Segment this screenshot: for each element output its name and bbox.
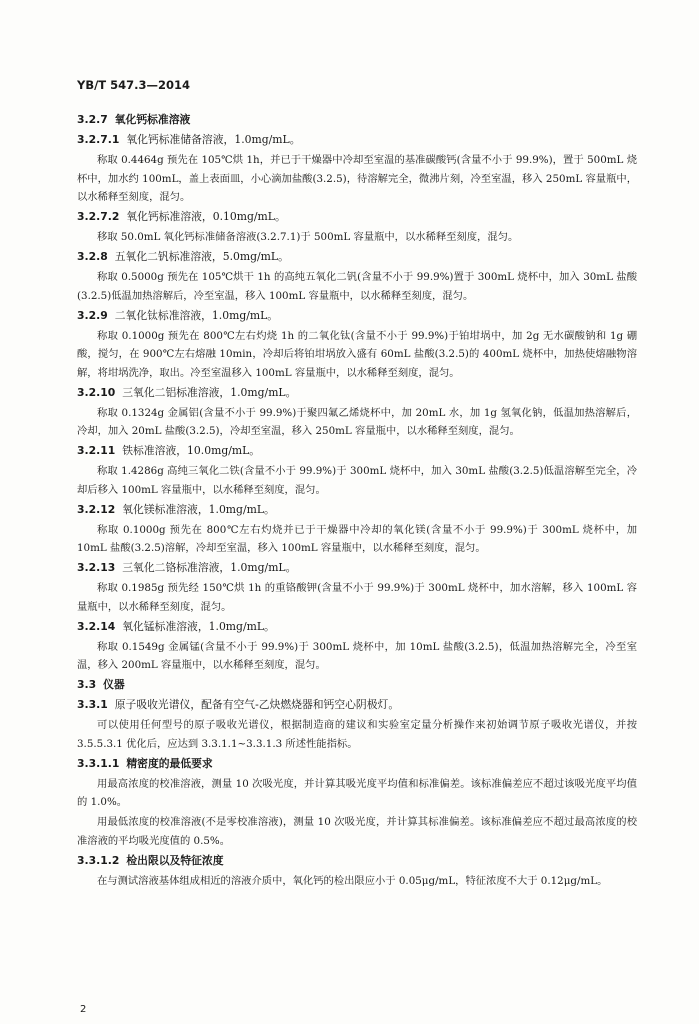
body-paragraph: 称取 0.1549g 金属锰(含量不小于 99.9%)于 300mL 烧杯中，加 10mL 盐酸(3.2.5)，低温加热溶解完全，冷至室温，移入 200mL 容量瓶中，以水稀释至刻度，混匀。 bbox=[77, 640, 637, 671]
section-title: 氧化钙标准储备溶液，1.0mg/mL。 bbox=[126, 133, 301, 146]
section-heading bbox=[77, 111, 637, 130]
section-heading bbox=[77, 559, 637, 578]
body-paragraph: 称取 0.4464g 预先在 105℃烘 1h，并已于干燥器中冷却至室温的基准碳酸钙(含量不小于 99.9%)，置于 500mL 烧杯中，加水约 100mL，盖上表面皿，小心滴加盐酸(3.2.5)，待溶解完全，微沸片刻，冷至室温，移入 250mL 容量瓶中，以水稀释至刻度，混匀。 bbox=[77, 154, 637, 203]
section-heading bbox=[77, 755, 637, 774]
section-title: 氧化钙标准溶液 bbox=[114, 113, 191, 126]
section-number: 3.2.13 bbox=[77, 561, 116, 574]
section-title: 氧化钙标准溶液，0.10mg/mL。 bbox=[126, 210, 286, 223]
section-number: 3.2.14 bbox=[77, 619, 116, 633]
section-title: 三氧化二铝标准溶液，1.0mg/mL。 bbox=[122, 385, 297, 399]
section-heading bbox=[77, 501, 637, 520]
body-paragraph: 可以使用任何型号的原子吸收光谱仪，根据制造商的建议和实验室定量分析操作来初始调节原子吸收光谱仪，并按 3.5.5.3.1 优化后，应达到 3.3.1.1~3.3.1.3 所述性能指标。 bbox=[77, 719, 637, 750]
section-heading bbox=[77, 618, 637, 637]
section-number: 3.2.9 bbox=[77, 308, 108, 322]
section-heading bbox=[77, 384, 637, 403]
body-paragraph: 称取 0.5000g 预先在 105℃烘干 1h 的高纯五氧化二钒(含量不小于 99.9%)置于 300mL 烧杯中，加入 30mL 盐酸(3.2.5)低温加热溶解后，冷至室温，移入 100mL 容量瓶中，以水稀释至刻度，混匀。 bbox=[77, 271, 637, 302]
section-number: 3.2.7.1 bbox=[77, 133, 120, 146]
body-paragraph: 称取 0.1000g 预先在 800℃左右灼烧 1h 的二氧化钛(含量不小于 99.9%)于铂坩埚中，加 2g 无水碳酸钠和 1g 硼酸，搅匀，在 900℃左右熔融 10min，冷却后将铂坩埚放入盛有 60mL 盐酸(3.2.5)的 400mL 烧杯中，加热使熔融物溶解，将坩埚洗净，取出。冷至室温移入 100mL 容量瓶中，以水稀释至刻度，混匀。 bbox=[77, 329, 637, 379]
section-heading bbox=[77, 442, 637, 461]
section-heading bbox=[77, 208, 637, 227]
section-number: 3.2.7 bbox=[77, 113, 108, 126]
standard-code-header: YB/T 547.3—2014 bbox=[77, 78, 191, 92]
section-title: 三氧化二铬标准溶液，1.0mg/mL。 bbox=[122, 561, 297, 574]
section-heading bbox=[77, 248, 637, 267]
section-heading bbox=[77, 696, 637, 715]
section-title: 原子吸收光谱仪，配备有空气-乙炔燃烧器和钙空心阴极灯。 bbox=[114, 698, 400, 711]
section-heading bbox=[77, 131, 637, 150]
section-number: 3.2.7.2 bbox=[77, 210, 120, 223]
section-heading bbox=[77, 307, 637, 326]
section-number: 3.2.11 bbox=[77, 444, 116, 457]
body-paragraph: 在与测试溶液基体组成相近的溶液介质中，氧化钙的检出限应小于 0.05μg/mL，特征浓度不大于 0.12μg/mL。 bbox=[97, 874, 608, 887]
section-title: 精密度的最低要求 bbox=[126, 756, 213, 770]
section-title: 氧化镁标准溶液，1.0mg/mL。 bbox=[122, 502, 275, 516]
page-number: 2 bbox=[80, 1004, 87, 1015]
body-paragraph: 移取 50.0mL 氧化钙标准储备溶液(3.2.7.1)于 500mL 容量瓶中，以水稀释至刻度，混匀。 bbox=[97, 231, 519, 243]
body-paragraph: 称取 0.1985g 预先经 150℃烘 1h 的重铬酸钾(含量不小于 99.9%)于 300mL 烧杯中，加水溶解，移入 100mL 容量瓶中，以水稀释至刻度，混匀。 bbox=[77, 582, 637, 613]
section-number: 3.3.1.1 bbox=[77, 756, 120, 770]
body-paragraph: 称取 0.1324g 金属铝(含量不小于 99.9%)于聚四氟乙烯烧杯中，加 20mL 水，加 1g 氢氧化钠，低温加热溶解后，冷却，加入 20mL 盐酸(3.2.5)，冷却至室温，移入 250mL 容量瓶中，以水稀释至刻度，混匀。 bbox=[77, 406, 637, 437]
section-title: 五氧化二钒标准溶液，5.0mg/mL。 bbox=[114, 250, 289, 263]
section-heading bbox=[77, 852, 637, 871]
section-number: 3.2.10 bbox=[77, 385, 116, 399]
body-paragraph: 用最高浓度的校准溶液，测量 10 次吸光度，并计算其吸光度平均值和标准偏差。该标准偏差应不超过该吸光度平均值的 1.0%。 bbox=[77, 777, 637, 808]
section-title: 检出限以及特征浓度 bbox=[126, 853, 224, 867]
section-number: 3.3.1.2 bbox=[77, 853, 120, 867]
section-number: 3.2.8 bbox=[77, 250, 108, 263]
body-paragraph: 称取 1.4286g 高纯三氧化二铁(含量不小于 99.9%)于 300mL 烧杯中，加入 30mL 盐酸(3.2.5)低温溶解至完全，冷却后移入 100mL 容量瓶中，以水稀释至刻度，混匀。 bbox=[77, 465, 637, 496]
body-paragraph: 称取 0.1000g 预先在 800℃左右灼烧并已于干燥器中冷却的氧化镁(含量不小于 99.9%)于 300mL 烧杯中，加 10mL 盐酸(3.2.5)溶解，冷却至室温，移入 100mL 容量瓶中，以水稀释至刻度，混匀。 bbox=[77, 523, 637, 554]
document-body bbox=[77, 111, 637, 892]
section-number: 3.2.12 bbox=[77, 502, 116, 516]
section-heading bbox=[77, 676, 637, 695]
body-paragraph: 用最低浓度的校准溶液(不是零校准溶液)，测量 10 次吸光度，并计算其标准偏差。该标准偏差应不超过最高浓度的校准溶液的平均吸光度值的 0.5%。 bbox=[77, 816, 637, 847]
section-number: 3.3 bbox=[77, 678, 97, 691]
section-title: 铁标准溶液，10.0mg/mL。 bbox=[122, 444, 261, 457]
section-title: 二氧化钛标准溶液，1.0mg/mL。 bbox=[114, 308, 279, 322]
section-title: 氧化锰标准溶液，1.0mg/mL。 bbox=[122, 619, 275, 633]
section-number: 3.3.1 bbox=[77, 698, 108, 711]
section-title: 仪器 bbox=[103, 678, 125, 691]
